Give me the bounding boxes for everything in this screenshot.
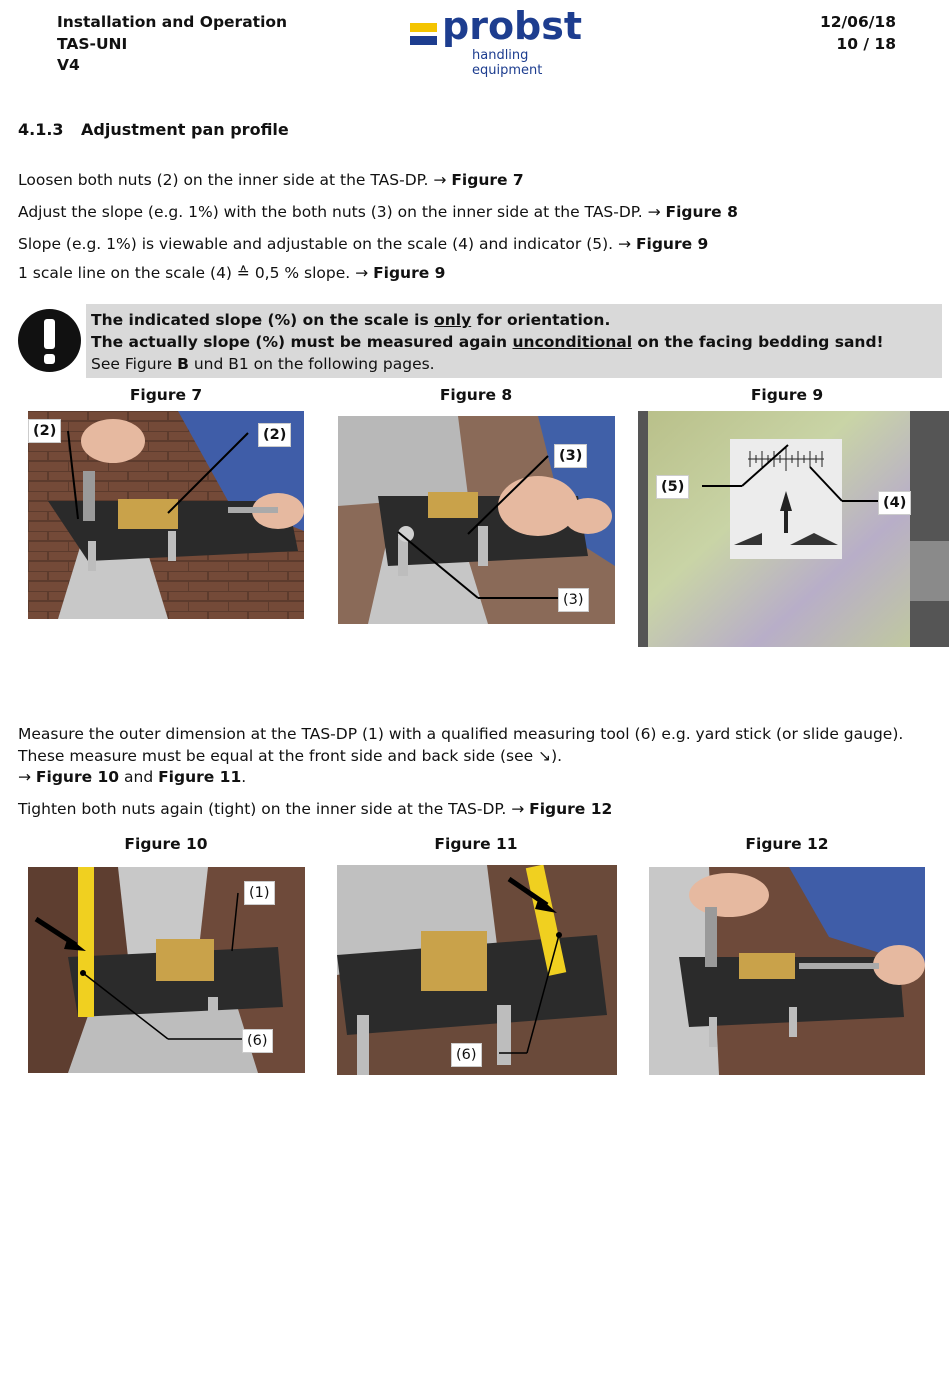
figure-9-caption: Figure 9 — [750, 386, 824, 404]
figure-10-photo — [28, 867, 305, 1073]
figure-11-caption: Figure 11 — [434, 835, 518, 853]
figure-ref: Figure 12 — [529, 800, 613, 818]
figure-ref: Figure 7 — [451, 171, 524, 189]
step-text: 1 scale line on the scale (4) ≙ 0,5 % slope. → — [18, 264, 374, 282]
figure-ref: Figure 8 — [665, 203, 738, 221]
step-viewable — [18, 234, 923, 256]
measure-figure-refs: → Figure 10 and Figure 11. — [18, 768, 247, 786]
figure-9-callout-indicator: (5) — [656, 475, 689, 499]
section-number: 4.1.3 — [18, 120, 64, 139]
warning-line-1: The indicated slope (%) on the scale is only for orientation. — [91, 311, 611, 329]
figure-10-callout-tasdp: (1) — [244, 881, 275, 905]
step-text: Measure the outer dimension at the TAS-DP (1) with a qualified measuring tool (6) e.g. yard stick (or slide gauge). These measure must be equal at the front side and back side (see ↘). — [18, 725, 904, 765]
step-measure — [18, 724, 923, 789]
figure-ref: Figure 10 — [35, 768, 120, 786]
logo-brand: probst — [442, 4, 583, 48]
warning-text — [91, 309, 884, 375]
warning-line-3: See Figure B und B1 on the following pages. — [91, 355, 435, 373]
product-name: TAS-UNI — [57, 34, 128, 53]
figure-7-callout-left: (2) — [28, 419, 61, 443]
figure-8-photo — [338, 416, 615, 624]
step-text: Slope (e.g. 1%) is viewable and adjustable on the scale (4) and indicator (5). → — [18, 235, 636, 253]
doc-type: Installation and Operation — [57, 13, 288, 31]
page-number: 10 / 18 — [836, 34, 896, 53]
probst-logo — [410, 4, 602, 78]
version: V4 — [57, 56, 80, 74]
logo-tagline: handling equipment — [472, 48, 543, 78]
step-adjust — [18, 202, 923, 224]
doc-date: 12/06/18 — [819, 13, 896, 31]
figure-8-caption: Figure 8 — [439, 386, 513, 404]
figure-9-photo — [638, 411, 949, 647]
warning-line-2: The actually slope (%) must be measured again unconditional on the facing bedding sand! — [91, 333, 884, 351]
step-loosen — [18, 170, 923, 192]
exclamation-icon — [18, 309, 81, 372]
step-text: Adjust the slope (e.g. 1%) with the both nuts (3) on the inner side at the TAS-DP. → — [18, 203, 666, 221]
logo-yellow-bar — [410, 23, 437, 32]
figure-7-caption: Figure 7 — [129, 386, 203, 404]
figure-11-photo — [337, 865, 617, 1075]
step-text: Tighten both nuts again (tight) on the inner side at the TAS-DP. → — [18, 800, 530, 818]
figure-9-callout-scale: (4) — [878, 491, 911, 515]
section-heading — [18, 120, 289, 139]
section-title: Adjustment pan profile — [81, 120, 289, 139]
figure-8-callout-bottom: (3) — [558, 588, 589, 612]
header-right — [820, 12, 896, 55]
figure-11-callout-tool: (6) — [451, 1043, 482, 1067]
figure-10-callout-tool: (6) — [242, 1029, 273, 1053]
figure-7-photo — [28, 411, 304, 619]
header-left — [57, 12, 287, 77]
figure-12-caption: Figure 12 — [745, 835, 829, 853]
figure-ref: Figure 11 — [158, 768, 242, 786]
logo-blue-bar — [410, 36, 437, 45]
figure-7-callout-right: (2) — [258, 423, 291, 447]
step-tighten — [18, 799, 923, 821]
figure-ref: Figure 9 — [373, 264, 446, 282]
step-text: Loosen both nuts (2) on the inner side at the TAS-DP. → — [18, 171, 452, 189]
figure-12-photo — [649, 867, 925, 1075]
step-scale-line — [18, 263, 923, 285]
figure-8-callout-top: (3) — [554, 444, 587, 468]
figure-ref: Figure 9 — [635, 235, 709, 253]
figure-10-caption: Figure 10 — [124, 835, 208, 853]
